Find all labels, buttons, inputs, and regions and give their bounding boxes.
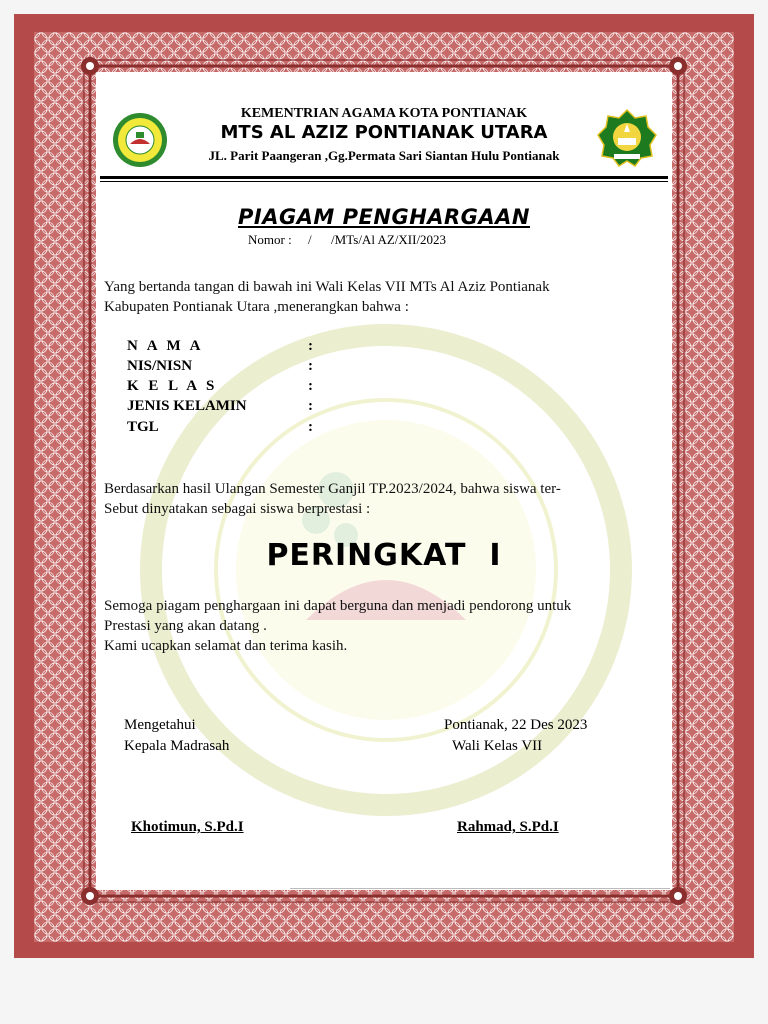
closing-line-2: Prestasi yang akan datang . — [104, 618, 267, 634]
rank-heading: PERINGKAT I — [266, 538, 502, 573]
left-signature-name: Khotimun, S.Pd.I — [131, 819, 244, 835]
left-signature-role-2: Kepala Madrasah — [124, 738, 230, 754]
school-name: MTS AL AZIZ PONTIANAK UTARA — [220, 122, 548, 143]
ministry-name: KEMENTRIAN AGAMA KOTA PONTIANAK — [240, 106, 528, 121]
field-colon-date: : — [308, 419, 313, 435]
certificate-number: Nomor : / /MTs/Al AZ/XII/2023 — [248, 232, 447, 247]
intro-line-2: Kabupaten Pontianak Utara ,menerangkan bahwa : — [104, 299, 409, 315]
field-label-class: K E L A S — [127, 378, 218, 394]
field-label-name: N A M A — [127, 338, 204, 354]
bottom-divider — [290, 888, 670, 889]
field-colon-name: : — [308, 338, 313, 354]
field-label-date: TGL — [127, 419, 159, 435]
header-rule-thin — [100, 181, 668, 182]
field-colon-nis: : — [308, 358, 313, 374]
header-rule-thick — [100, 176, 668, 179]
right-signature-place-date: Pontianak, 22 Des 2023 — [444, 717, 588, 733]
left-signature-role-1: Mengetahui — [124, 717, 196, 733]
field-colon-class: : — [308, 378, 313, 394]
school-address: JL. Parit Paangeran ,Gg.Permata Sari Siantan Hulu Pontianak — [208, 148, 560, 163]
field-label-gender: JENIS KELAMIN — [127, 398, 247, 414]
basis-line-2: Sebut dinyatakan sebagai siswa berprestasi : — [104, 501, 371, 517]
right-signature-name: Rahmad, S.Pd.I — [457, 819, 559, 835]
right-signature-role: Wali Kelas VII — [452, 738, 543, 754]
closing-line-1: Semoga piagam penghargaan ini dapat berguna dan menjadi pendorong untuk — [104, 598, 572, 614]
basis-line-1: Berdasarkan hasil Ulangan Semester Ganjil TP.2023/2024, bahwa siswa ter- — [104, 481, 561, 497]
field-colon-gender: : — [308, 398, 313, 414]
closing-line-3: Kami ucapkan selamat dan terima kasih. — [104, 638, 348, 654]
field-label-nis: NIS/NISN — [127, 358, 193, 374]
intro-line-1: Yang bertanda tangan di bawah ini Wali Kelas VII MTs Al Aziz Pontianak — [104, 279, 550, 295]
certificate-title: PIAGAM PENGHARGAAN — [237, 205, 531, 229]
